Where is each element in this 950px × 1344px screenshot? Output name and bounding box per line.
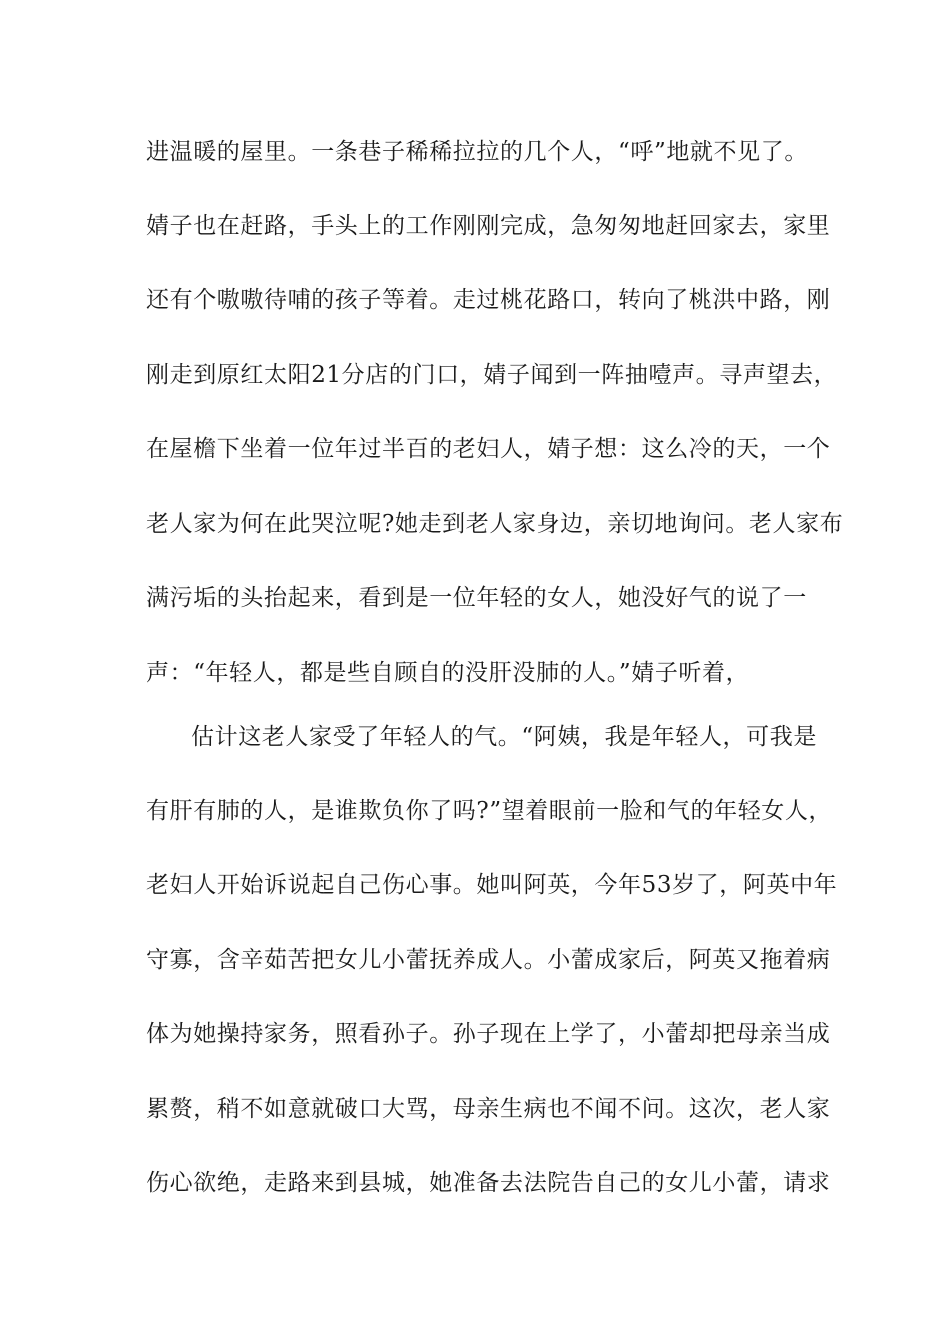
text-line: 满污垢的头抬起来，看到是一位年轻的女人，她没好气的说了一 <box>146 585 807 611</box>
text-line: 老人家为何在此哭泣呢?她走到老人家身边，亲切地询问。老人家布 <box>146 511 844 537</box>
text-line: 在屋檐下坐着一位年过半百的老妇人，婧子想：这么冷的天，一个 <box>146 436 831 462</box>
text-line: 刚走到原红太阳21分店的门口，婧子闻到一阵抽噎声。寻声望去， <box>146 362 838 388</box>
paragraph-start-line: 估计这老人家受了年轻人的气。“阿姨，我是年轻人，可我是 <box>191 724 817 750</box>
text-line: 还有个嗷嗷待哺的孩子等着。走过桃花路口，转向了桃洪中路，刚 <box>146 287 831 313</box>
text-line: 婧子也在赶路，手头上的工作刚刚完成，急匆匆地赶回家去，家里 <box>146 213 831 239</box>
text-line: 体为她操持家务，照看孙子。孙子现在上学了，小蕾却把母亲当成 <box>146 1021 831 1047</box>
text-line: 伤心欲绝，走路来到县城，她准备去法院告自己的女儿小蕾，请求 <box>146 1170 831 1196</box>
text-line: 老妇人开始诉说起自己伤心事。她叫阿英，今年53岁了，阿英中年 <box>146 872 838 898</box>
text-line: 声：“年轻人，都是些自顾自的没肝没肺的人。”婧子听着， <box>146 660 750 686</box>
text-line: 守寡，含辛茹苦把女儿小蕾抚养成人。小蕾成家后，阿英又拖着病 <box>146 947 831 973</box>
text-line: 进温暖的屋里。一条巷子稀稀拉拉的几个人，“呼”地就不见了。 <box>146 139 808 165</box>
text-line: 有肝有肺的人，是谁欺负你了吗?”望着眼前一脸和气的年轻女人， <box>146 798 833 824</box>
text-line: 累赘，稍不如意就破口大骂，母亲生病也不闻不问。这次，老人家 <box>146 1096 831 1122</box>
